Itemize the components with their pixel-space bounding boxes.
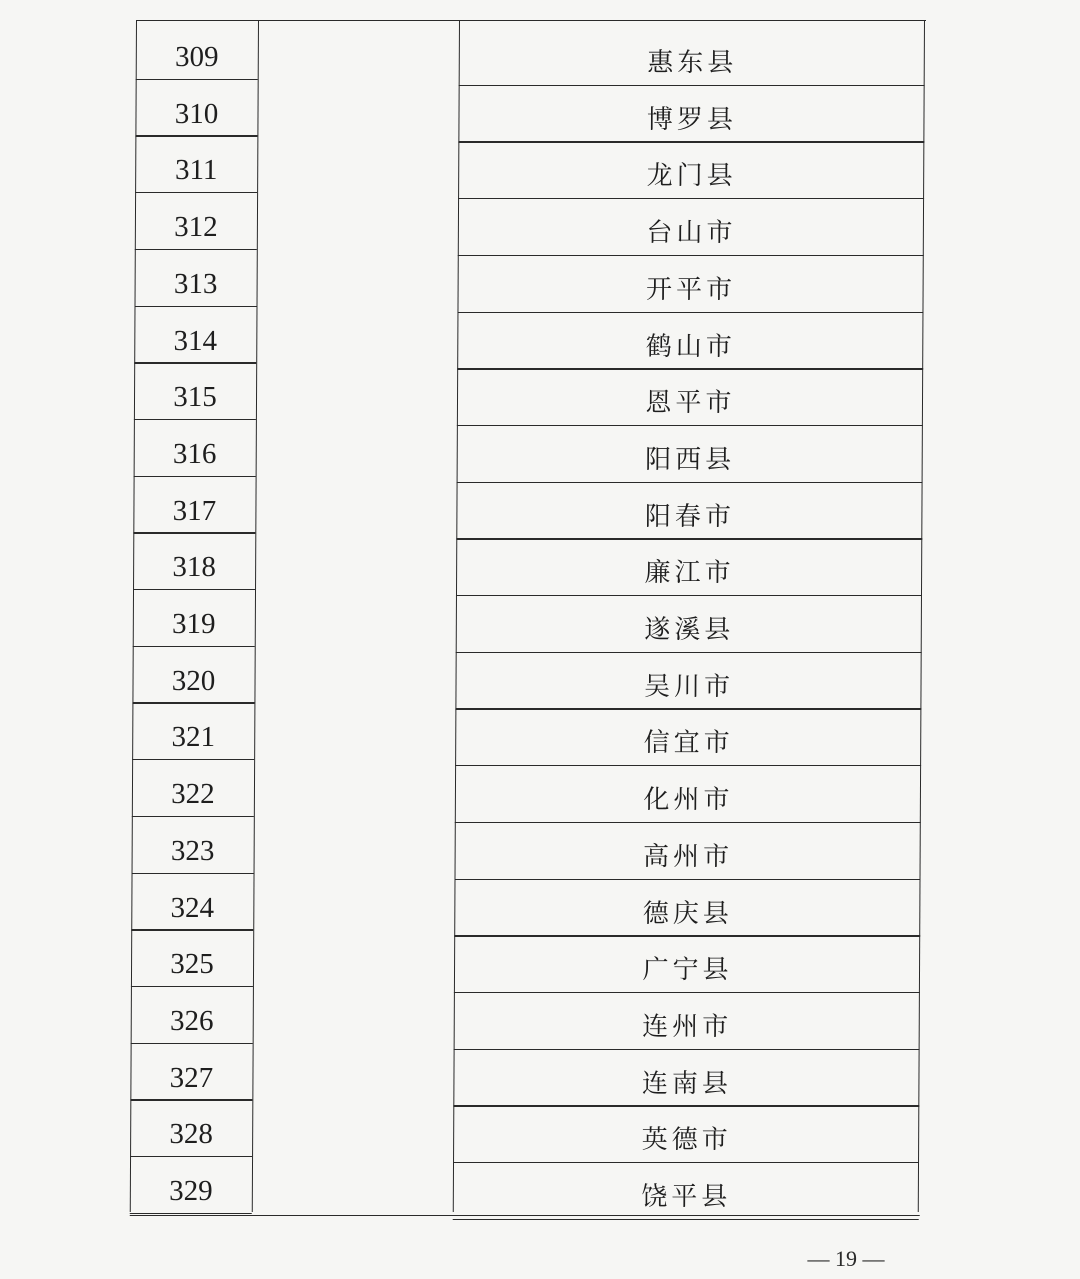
row-number: 329 [169, 1175, 213, 1207]
row-divider-number [130, 1099, 252, 1100]
row-divider-name [457, 425, 923, 426]
row-number: 322 [171, 778, 215, 811]
row-number: 311 [174, 154, 218, 187]
row-number: 320 [171, 664, 216, 697]
row-number: 321 [171, 721, 216, 754]
row-divider-name [457, 368, 923, 369]
row-divider-name [456, 538, 922, 539]
row-divider-name [455, 708, 921, 709]
row-divider-name [455, 822, 921, 823]
row-divider-name [458, 255, 924, 256]
row-number: 326 [169, 1004, 214, 1037]
row-divider-name [454, 879, 920, 880]
row-number: 312 [174, 211, 218, 244]
row-divider-name [454, 935, 920, 936]
row-number: 319 [172, 608, 216, 640]
row-divider-name [453, 1219, 919, 1220]
county-name: 连南县 [641, 1068, 733, 1099]
row-number: 327 [169, 1061, 214, 1094]
county-name: 恩平市 [645, 388, 736, 419]
county-table [130, 20, 926, 1212]
row-divider-number [135, 192, 257, 193]
row-divider-name [459, 85, 925, 86]
row-divider-name [453, 1105, 919, 1106]
county-name: 饶平县 [641, 1182, 732, 1212]
county-name: 鹤山市 [645, 331, 736, 362]
row-divider-number [132, 873, 254, 874]
row-divider-name [457, 482, 923, 483]
county-name: 开平市 [645, 274, 737, 305]
row-number: 328 [169, 1118, 213, 1151]
row-number: 325 [170, 948, 214, 981]
row-divider-number [133, 589, 255, 590]
row-number: 324 [170, 891, 215, 924]
row-divider-name [457, 312, 923, 313]
row-number: 310 [174, 97, 219, 130]
row-divider-number [134, 362, 256, 363]
row-divider-number [134, 306, 256, 307]
row-number: 317 [172, 494, 217, 527]
row-number: 314 [173, 324, 218, 357]
row-divider-number [130, 1156, 252, 1157]
county-name: 连州市 [642, 1011, 733, 1042]
row-divider-number [133, 532, 255, 533]
row-divider-number [131, 929, 253, 930]
county-name: 高州市 [643, 841, 734, 872]
row-divider-number [131, 986, 253, 987]
table-border-bottom [130, 1215, 920, 1216]
table-border-top [136, 20, 926, 21]
row-divider-number [132, 759, 254, 760]
row-divider-name [456, 652, 922, 653]
row-divider-number [134, 419, 256, 420]
row-number: 315 [173, 381, 217, 414]
county-name: 信宜市 [643, 728, 734, 759]
row-divider-number [131, 1043, 253, 1044]
county-name: 龙门县 [646, 161, 737, 192]
row-number: 313 [173, 267, 218, 300]
county-name: 阳春市 [644, 501, 735, 532]
row-divider-number [135, 135, 257, 136]
row-divider-number [136, 79, 258, 80]
row-divider-number [132, 702, 254, 703]
row-divider-number [132, 816, 254, 817]
row-divider-number [134, 476, 256, 477]
county-name: 惠东县 [647, 48, 738, 78]
county-name: 吴川市 [643, 671, 735, 702]
county-name: 博罗县 [646, 104, 738, 135]
county-name: 德庆县 [642, 898, 733, 929]
county-name: 阳西县 [645, 444, 736, 475]
county-name: 广宁县 [642, 955, 733, 986]
row-number: 316 [172, 437, 217, 470]
row-divider-name [454, 992, 920, 993]
row-divider-name [455, 765, 921, 766]
row-divider-number [133, 646, 255, 647]
county-name: 英德市 [641, 1125, 732, 1156]
row-number: 309 [174, 41, 219, 73]
county-name: 廉江市 [644, 558, 735, 589]
county-name: 遂溪县 [644, 615, 735, 645]
row-divider-name [458, 141, 924, 142]
row-divider-name [453, 1162, 919, 1163]
row-divider-name [456, 595, 922, 596]
row-divider-number [135, 249, 257, 250]
row-number: 323 [170, 834, 215, 867]
county-name: 台山市 [646, 218, 737, 249]
county-name: 化州市 [643, 785, 734, 816]
row-number: 318 [172, 551, 216, 584]
row-divider-name [454, 1049, 920, 1050]
row-divider-name [458, 198, 924, 199]
page-number: — 19 — [807, 1246, 885, 1271]
